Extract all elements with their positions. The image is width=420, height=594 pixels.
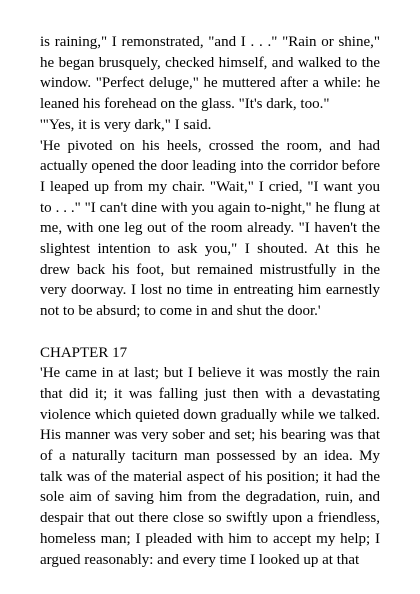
paragraph-spacer (40, 322, 380, 343)
chapter-heading: CHAPTER 17 (40, 344, 128, 361)
book-page (40, 32, 380, 570)
paragraph-rain: is raining," I remonstrated, "and I . . ." "Rain or shine," he began brusquely, checked himself, and walked to the window. "Perfect deluge," he muttered after a while: he leaned his forehead on the glass. "It's dark, too." (40, 34, 380, 113)
paragraph-came-in: 'He came in at last; but I believe it was mostly the rain that did it; it was falling just then with a devastating violence which quieted down gradually while we talked. His manner was very sober and set; his bearing was that of a naturally taciturn man possessed by an idea. My talk was of the material aspect of his position; it had the sole aim of saving him from the degradation, ruin, and despair that out there close so swiftly upon a friendless, homeless man; I pleaded with him to accept my help; I argued reasonably: and every time I looked up at that (40, 365, 380, 568)
paragraph-door: 'He pivoted on his heels, crossed the room, and had actually opened the door leading into the corridor before I leaped up from my chair. "Wait," I cried, "I want you to . . ." "I can't dine with you again to-night," he flung at me, with one leg out of the room already. "I haven't the slightest intention to ask you," I shouted. At this he drew back his foot, but remained mistrustfully in the very doorway. I lost no time in entreating him earnestly not to be absurd; to come in and shut the door.' (40, 137, 380, 320)
paragraph-dark: '"Yes, it is very dark," I said. (40, 116, 212, 133)
